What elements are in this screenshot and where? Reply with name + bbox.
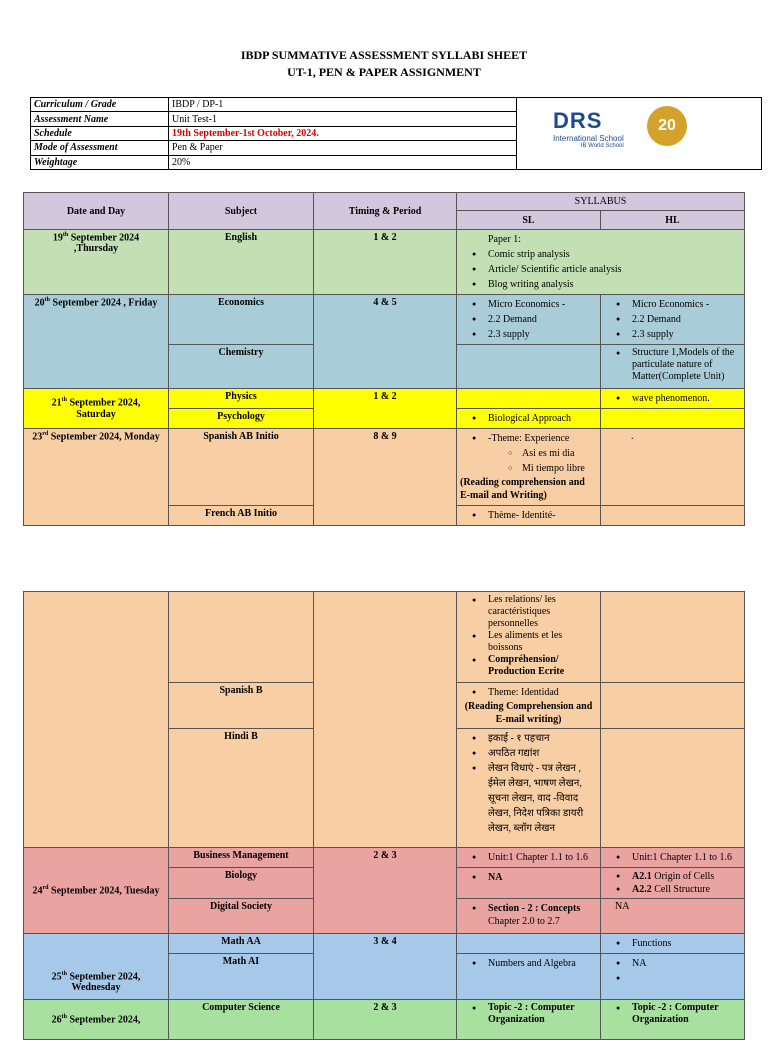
date-cell: 26th September 2024, (24, 1000, 169, 1040)
subject-cell: Business Management (169, 848, 314, 868)
info-value: 20% (169, 155, 517, 169)
sl-cell (457, 295, 601, 345)
date-cell: 20th September 2024 , Friday (24, 295, 169, 389)
list-item: ● Section - 2 : Concepts (460, 901, 597, 916)
list-item: ● Topic -2 : Computer Organization (604, 1002, 741, 1026)
list-item: ● इकाई - १ पहचान (460, 731, 597, 746)
list-item: ● Micro Economics - (604, 297, 741, 312)
list-item: ● Thème- Identité- (460, 508, 597, 523)
info-value: IBDP / DP-1 (169, 98, 517, 112)
sl-cell (457, 409, 601, 429)
header-sl: SL (457, 211, 601, 230)
list-item: ● wave phenomenon. (604, 391, 741, 406)
list-item: ● 2.2 Demand (604, 312, 741, 327)
hl-cell (601, 683, 745, 729)
table-row (24, 389, 745, 409)
list-item: ● Topic -2 : Computer Organization (460, 1002, 597, 1026)
list-item: ● 2.3 supply (460, 327, 597, 342)
list-item: ● Blog writing analysis (460, 277, 741, 292)
list-item: ● Compréhension/ Production Ecrite (460, 654, 597, 678)
list-item: ● Article/ Scientific article analysis (460, 262, 741, 277)
list-item: ● -Theme: Experience (460, 431, 597, 446)
list-item: ● Numbers and Algebra (460, 956, 597, 971)
info-value: Pen & Paper (169, 141, 517, 155)
schedule-table-page1 (23, 192, 745, 526)
note-text: (Reading comprehension and E-mail and Writing) (460, 477, 585, 501)
sl-cell (457, 954, 601, 1000)
header-date: Date and Day (24, 193, 169, 230)
timing-cell: 1 & 2 (314, 230, 457, 295)
subject-cell: French AB Initio (169, 506, 314, 526)
list-item: ● Comic strip analysis (460, 247, 741, 262)
subject-cell: Hindi B (169, 729, 314, 848)
schedule-value: 19th September-1st October, 2024. (169, 126, 517, 140)
sl-cell (457, 683, 601, 729)
subject-cell (169, 592, 314, 683)
sl-cell (457, 729, 601, 848)
table-row (24, 592, 745, 683)
hl-cell (601, 848, 745, 868)
list-item: ● Les aliments et les boissons (460, 630, 597, 654)
date-cell: 21th September 2024, Saturday (24, 389, 169, 429)
hl-cell (601, 729, 745, 848)
subject-cell: Chemistry (169, 345, 314, 389)
sl-cell (457, 868, 601, 899)
sheet-subtitle: UT-1, PEN & PAPER ASSIGNMENT (287, 65, 481, 79)
hl-cell (601, 934, 745, 954)
table-row (24, 429, 745, 506)
hl-cell (601, 592, 745, 683)
date-cell: 25th September 2024, Wednesday (24, 934, 169, 1000)
sl-cell (457, 429, 601, 506)
hl-cell (601, 345, 745, 389)
subject-cell: Physics (169, 389, 314, 409)
list-item: ● A2.2 Cell Structure (604, 883, 741, 896)
list-item: ● लेखन विधाएं - पत्र लेखन , ईमेल लेखन, भाषण लेखन, सूचना लेखन, वाद -विवाद लेखन, निदेश पत्रिका डायरी लेखन, ब्लॉग लेखन (460, 761, 597, 836)
list-item: ● 2.2 Demand (460, 312, 597, 327)
list-item: ● Theme: Identidad (460, 685, 597, 700)
subject-cell: Economics (169, 295, 314, 345)
hl-cell (601, 295, 745, 345)
info-label: Mode of Assessment (31, 141, 169, 155)
subject-cell: Math AI (169, 954, 314, 1000)
subject-cell: Spanish B (169, 683, 314, 729)
timing-cell: 2 & 3 (314, 848, 457, 934)
sl-cell (457, 389, 601, 409)
anniversary-badge-icon: 20 (647, 106, 687, 146)
list-item: ● NA (460, 870, 597, 885)
timing-cell: 4 & 5 (314, 295, 457, 389)
hl-cell (601, 1000, 745, 1040)
list-item: ● NA (604, 956, 741, 971)
date-cell: 24rd September 2024, Tuesday (24, 848, 169, 934)
timing-cell: 2 & 3 (314, 1000, 457, 1040)
header-subject: Subject (169, 193, 314, 230)
subject-cell: Computer Science (169, 1000, 314, 1040)
info-label: Weightage (31, 155, 169, 169)
sl-cell (457, 592, 601, 683)
subject-cell: English (169, 230, 314, 295)
sl-cell (457, 506, 601, 526)
hl-cell: NA (601, 899, 745, 934)
hl-cell: . (601, 429, 745, 506)
hl-cell (601, 954, 745, 1000)
info-label: Curriculum / Grade (31, 98, 169, 112)
note-text: (Reading Comprehension and E-mail writing) (464, 701, 593, 725)
list-item (604, 971, 741, 986)
list-item: ● Functions (604, 936, 741, 951)
hl-cell (601, 409, 745, 429)
date-cell (24, 592, 169, 848)
list-item: ● Les relations/ les caractéristiques personnelles (460, 594, 597, 630)
sl-cell (457, 1000, 601, 1040)
subject-cell: Digital Society (169, 899, 314, 934)
timing-cell: 8 & 9 (314, 429, 457, 526)
schedule-table-page2 (23, 591, 745, 1040)
sl-cell: ● Section - 2 : Concepts Chapter 2.0 to 2.7 (457, 899, 601, 934)
subject-cell: Biology (169, 868, 314, 899)
date-cell: 19th September 2024 ,Thursday (24, 230, 169, 295)
timing-cell: 1 & 2 (314, 389, 457, 429)
hl-cell (601, 389, 745, 409)
sl-cell (457, 934, 601, 954)
drs-logo: DRS International School IB World School (553, 108, 624, 149)
table-row (24, 230, 745, 295)
sheet-title: IBDP SUMMATIVE ASSESSMENT SYLLABI SHEET (240, 48, 528, 62)
list-item: ○ Asi es mi dia (460, 446, 597, 461)
subject-cell: Math AA (169, 934, 314, 954)
sl-cell (457, 848, 601, 868)
table-row (24, 848, 745, 868)
header-timing: Timing & Period (314, 193, 457, 230)
list-item: ● Biological Approach (460, 411, 597, 426)
list-item: ● Unit:1 Chapter 1.1 to 1.6 (460, 850, 597, 865)
hl-cell (601, 868, 745, 899)
date-cell: 23rd September 2024, Monday (24, 429, 169, 526)
table-row (24, 295, 745, 345)
logo-cell (517, 98, 762, 170)
sl-cell (457, 345, 601, 389)
list-item: ○ Mi tiempo libre (460, 461, 597, 476)
header-syllabus: SYLLABUS (457, 193, 745, 211)
info-label: Schedule (31, 126, 169, 140)
timing-cell (314, 592, 457, 848)
hl-cell (601, 506, 745, 526)
table-row (24, 934, 745, 954)
timing-cell: 3 & 4 (314, 934, 457, 1000)
list-item: ● 2.3 supply (604, 327, 741, 342)
syllabus-cell: Paper 1: ● Comic strip analysis ● Article/ Scientific article analysis ● Blog writing analysis (457, 230, 745, 295)
table-row (24, 1000, 745, 1040)
subject-cell: Spanish AB Initio (169, 429, 314, 506)
list-item: ● A2.1 Origin of Cells (604, 870, 741, 883)
info-value: Unit Test-1 (169, 112, 517, 126)
list-item: ● Structure 1,Models of the particulate nature of Matter(Complete Unit) (604, 347, 741, 383)
list-item: ● Unit:1 Chapter 1.1 to 1.6 (604, 850, 741, 865)
list-item: ● अपठित गद्यांश (460, 746, 597, 761)
header-hl: HL (601, 211, 745, 230)
list-item: ● Micro Economics - (460, 297, 597, 312)
info-label: Assessment Name (31, 112, 169, 126)
assessment-info-table (30, 97, 762, 170)
subject-cell: Psychology (169, 409, 314, 429)
